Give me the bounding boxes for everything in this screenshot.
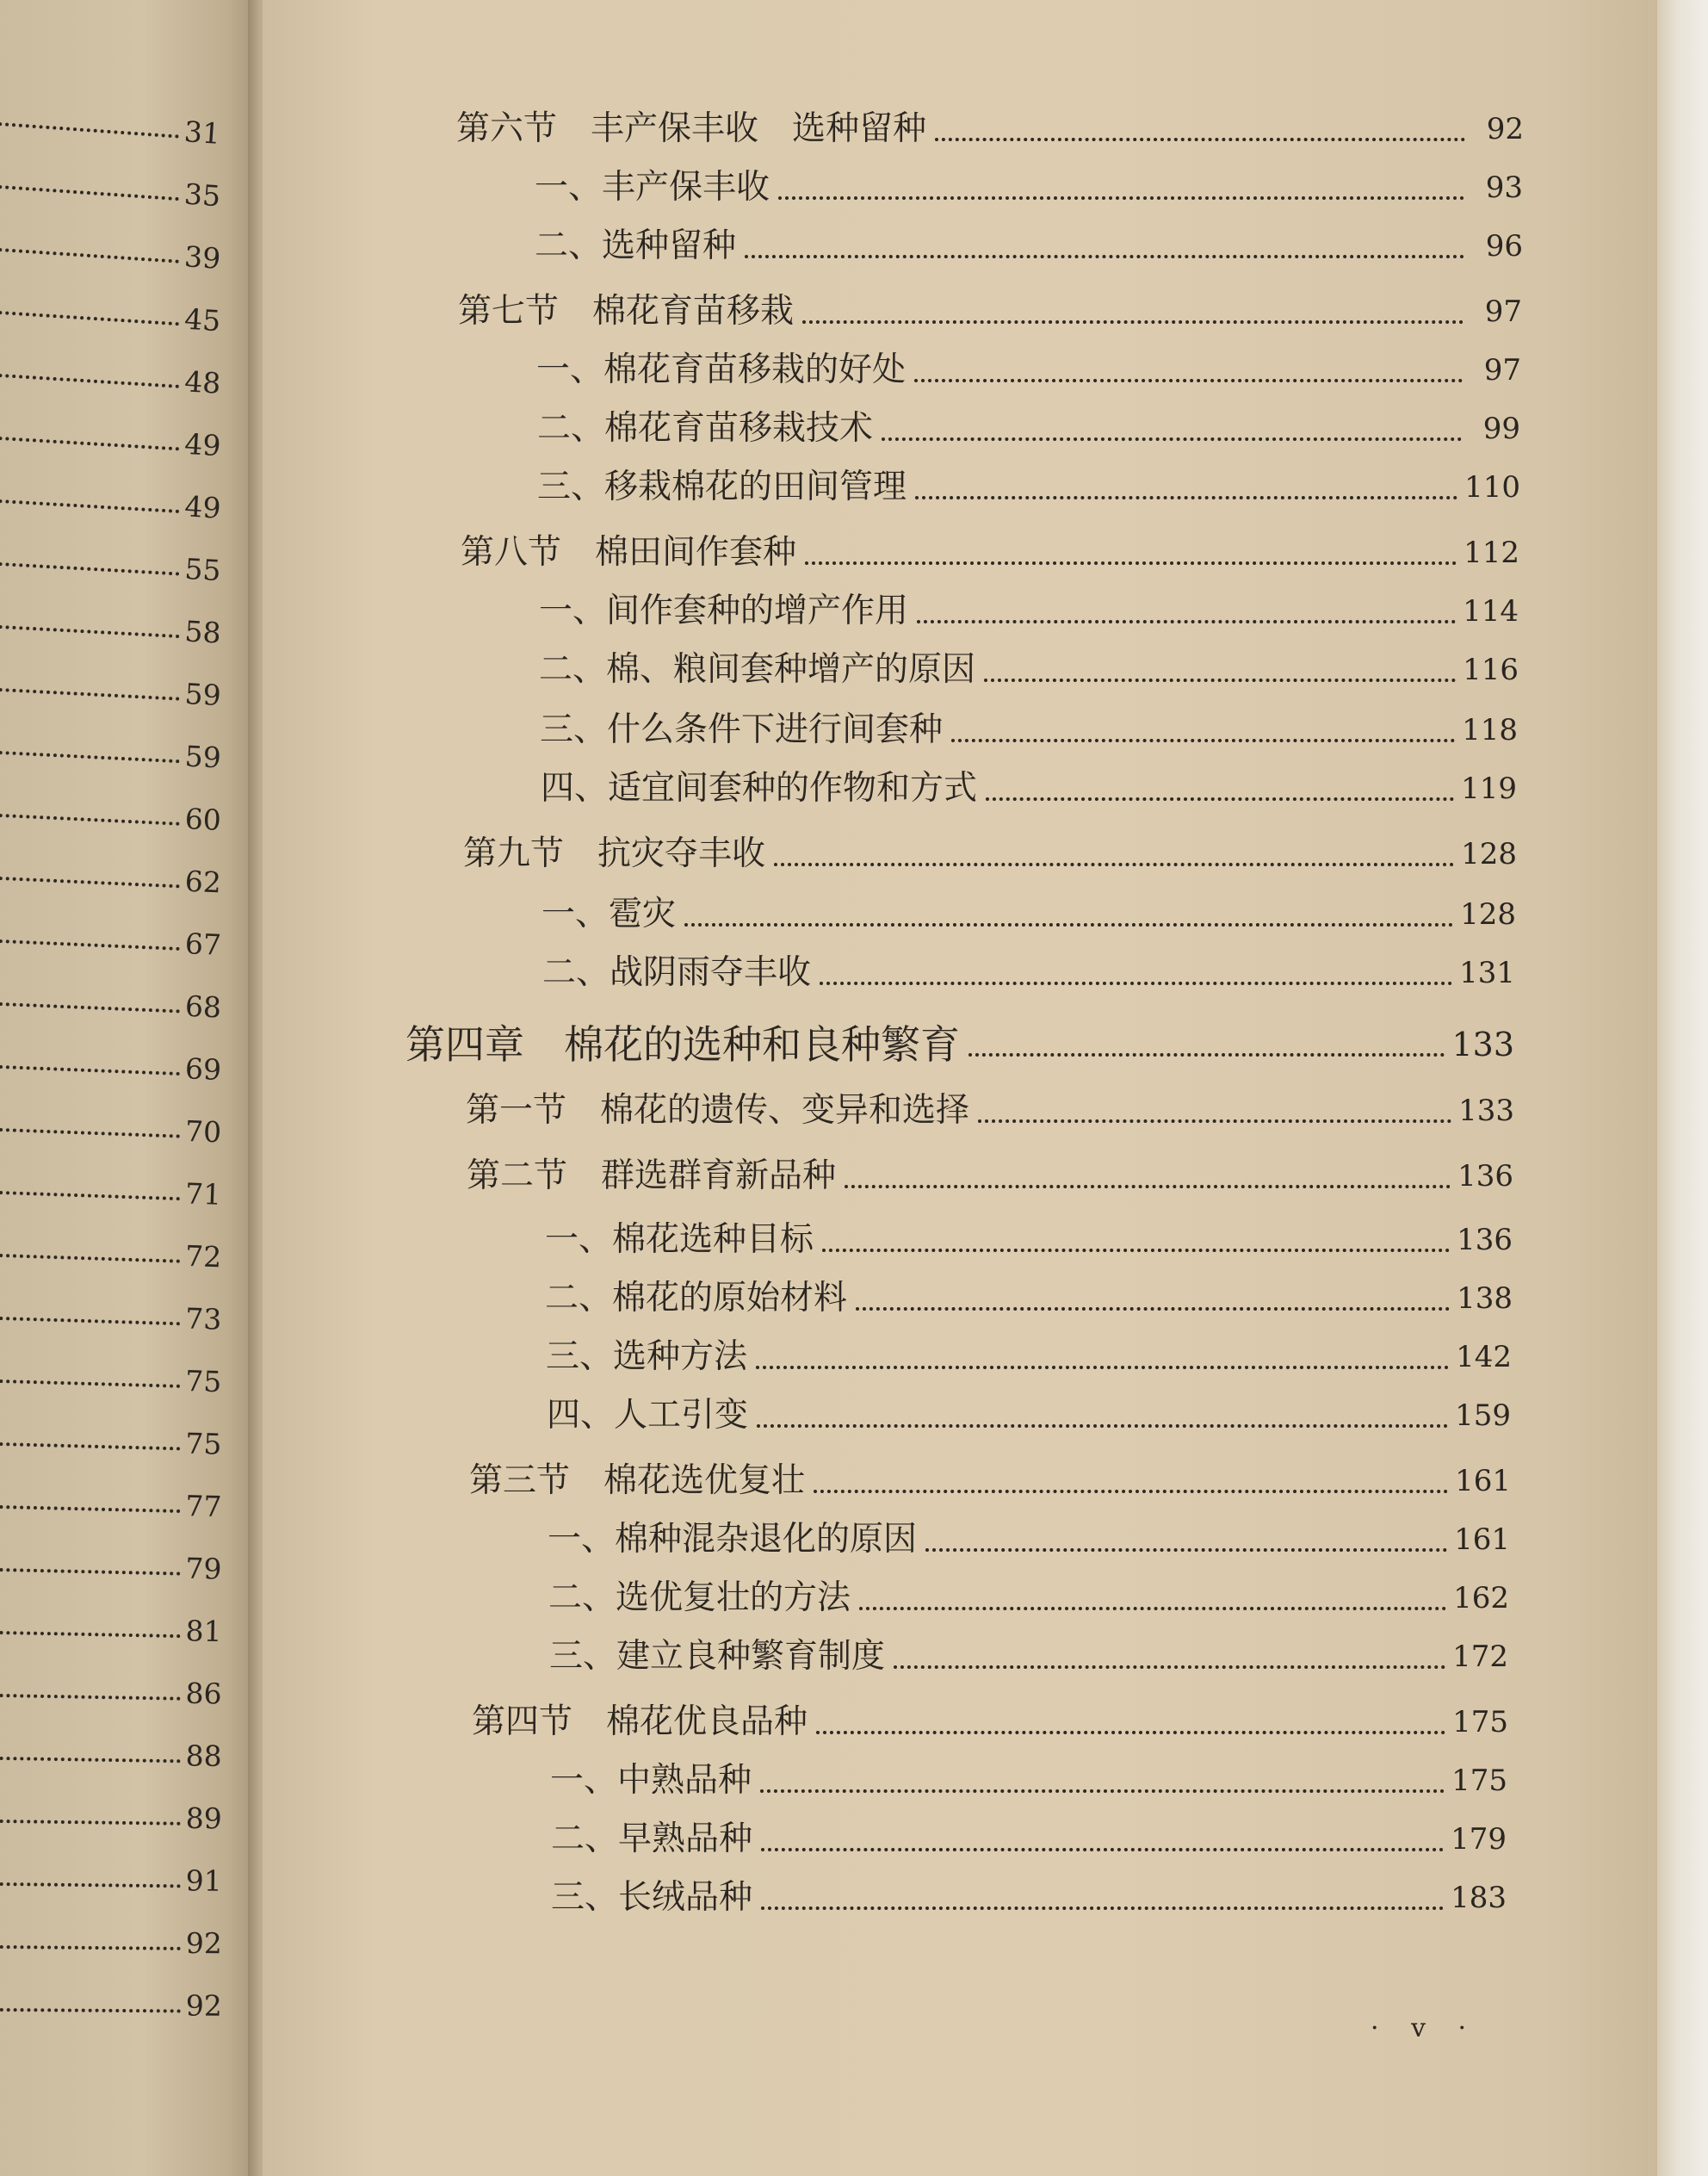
dot-leader: [917, 619, 1456, 623]
left-page-number: 60: [183, 802, 222, 838]
left-toc-row: [0, 1925, 232, 1969]
dot-leader: [0, 751, 180, 763]
toc-entry-title: 三、长绒品种: [551, 1878, 753, 1917]
left-toc-row: [0, 1736, 232, 1782]
left-toc-row: [0, 479, 232, 535]
toc-item-row: [551, 1813, 1507, 1865]
dot-leader: [802, 319, 1464, 324]
toc-section-row: [458, 286, 1522, 338]
left-toc-row: [0, 416, 232, 473]
toc-entry-title: 一、棉花选种目标: [545, 1220, 814, 1259]
toc-page-number: 179: [1451, 1822, 1507, 1857]
dot-leader: [968, 1052, 1445, 1057]
toc-entry-title: 二、战阴雨夺丰收: [542, 953, 812, 992]
toc-page-number: 99: [1482, 412, 1520, 446]
toc-section-row: [456, 103, 1524, 155]
toc-page-number: 118: [1462, 713, 1518, 747]
toc-section-row: [469, 1455, 1511, 1507]
left-page-number: 35: [183, 177, 222, 214]
left-page-number: 62: [184, 864, 222, 900]
toc-page-number: 142: [1456, 1340, 1512, 1374]
toc-entry-title: 二、选种留种: [535, 226, 737, 265]
left-page-number: 70: [184, 1113, 222, 1150]
toc-entry-title: 第三节 棉花选优复壮: [469, 1461, 806, 1500]
toc-entry-title: 二、棉、粮间套种增产的原因: [539, 650, 976, 689]
left-toc-row: [0, 542, 232, 598]
dot-leader: [0, 374, 179, 388]
toc-page-number: 93: [1485, 170, 1523, 205]
toc-item-row: [545, 1273, 1513, 1324]
toc-entry-title: 三、移栽棉花的田间管理: [537, 468, 907, 506]
toc-item-row: [551, 1872, 1507, 1924]
toc-section-row: [466, 1085, 1514, 1137]
toc-entry-title: 二、早熟品种: [551, 1820, 753, 1858]
dot-leader: [984, 678, 1456, 682]
toc-item-row: [548, 1514, 1510, 1565]
toc-entry-title: 一、中熟品种: [550, 1761, 752, 1800]
toc-item-row: [541, 763, 1517, 815]
toc-item-row: [546, 1331, 1512, 1383]
left-page-number: 88: [185, 1739, 222, 1773]
toc-page-number: 175: [1451, 1764, 1507, 1798]
toc-entry-title: 四、适宜间套种的作物和方式: [541, 769, 978, 808]
dot-leader: [935, 137, 1465, 141]
toc-page-number: 112: [1464, 536, 1519, 570]
dot-leader: [761, 1906, 1444, 1910]
dot-leader: [951, 738, 1455, 742]
toc-page-number: 97: [1484, 294, 1522, 329]
page-edge: [1657, 0, 1708, 2176]
dot-leader: [805, 561, 1457, 565]
dot-leader: [778, 195, 1464, 200]
left-toc-row: [0, 667, 232, 722]
left-toc-row: [0, 1170, 232, 1221]
page-number-roman: · v ·: [1371, 2013, 1479, 2043]
toc-page-number: 136: [1457, 1159, 1513, 1193]
dot-leader: [0, 1757, 181, 1763]
toc-page-number: 159: [1455, 1398, 1511, 1433]
toc-page-number: 172: [1452, 1640, 1508, 1674]
left-toc-row: [0, 353, 232, 410]
toc-section-row: [463, 828, 1517, 880]
left-toc-row: [0, 1233, 232, 1284]
left-toc-row: [0, 164, 232, 223]
toc-entry-title: 一、棉花育苗移栽的好处: [536, 350, 907, 389]
dot-leader: [0, 1065, 180, 1076]
toc-item-row: [536, 344, 1521, 396]
left-page-number: 86: [185, 1676, 222, 1711]
toc-entry-title: 第四节 棉花优良品种: [472, 1702, 808, 1741]
toc-entry-title: 第八节 棉田间作套种: [461, 533, 797, 572]
dot-leader: [0, 2008, 181, 2012]
dot-leader: [882, 437, 1462, 441]
toc-item-row: [548, 1572, 1509, 1624]
toc-entry-title: 二、棉花的原始材料: [545, 1279, 848, 1317]
toc-page-number: 97: [1483, 353, 1521, 387]
toc-page-number: 114: [1463, 594, 1519, 629]
dot-leader: [0, 1505, 180, 1513]
dot-leader: [845, 1184, 1451, 1188]
toc-page-number: 133: [1458, 1094, 1514, 1128]
left-toc-row: [0, 1610, 232, 1658]
left-page-number: 68: [184, 989, 222, 1025]
left-toc-row: [0, 982, 232, 1034]
toc-item-row: [545, 1214, 1513, 1266]
left-toc-row: [0, 227, 232, 286]
toc-entry-title: 三、建立良种繁育制度: [549, 1637, 886, 1676]
left-toc-row: [0, 1107, 232, 1159]
toc-section-row: [467, 1150, 1513, 1202]
toc-entry-title: 三、选种方法: [546, 1337, 748, 1376]
toc-entry-title: 二、选优复壮的方法: [548, 1578, 851, 1617]
toc-entry-title: 三、什么条件下进行间套种: [540, 710, 944, 749]
toc-entry-title: 第七节 棉花育苗移栽: [458, 292, 795, 331]
left-toc-row: [0, 1485, 232, 1533]
toc-page-number: 133: [1451, 1026, 1514, 1063]
left-page-number: 48: [183, 364, 222, 400]
left-toc-row: [0, 1359, 232, 1409]
toc-section-row: [472, 1696, 1508, 1748]
left-toc-row: [0, 102, 232, 161]
dot-leader: [859, 1606, 1446, 1610]
left-page-number: 91: [185, 1863, 222, 1898]
dot-leader: [816, 1730, 1445, 1734]
left-page-number: 58: [183, 614, 222, 650]
toc-page-number: 175: [1452, 1705, 1508, 1739]
left-page-number: 81: [185, 1614, 222, 1649]
dot-leader: [0, 1694, 181, 1701]
dot-leader: [684, 922, 1453, 927]
toc-item-row: [550, 1755, 1507, 1807]
left-page-number: 92: [185, 1925, 222, 1961]
left-toc-row: [0, 1547, 232, 1596]
toc-item-row: [541, 889, 1516, 940]
toc-page-number: 131: [1459, 956, 1515, 990]
toc-item-row: [535, 220, 1523, 272]
dot-leader: [0, 1945, 181, 1950]
left-page-number: 72: [184, 1238, 222, 1274]
left-toc-row: [0, 1862, 232, 1907]
left-toc-row: [0, 1045, 232, 1096]
dot-leader: [0, 499, 179, 513]
dot-leader: [774, 862, 1454, 866]
left-toc-row: [0, 1296, 232, 1346]
toc-page-number: 92: [1486, 112, 1524, 146]
toc-entry-title: 一、丰产保丰收: [535, 168, 770, 207]
dot-leader: [0, 688, 180, 701]
left-page-number: 49: [183, 426, 222, 463]
toc-page-number: 161: [1455, 1464, 1511, 1498]
left-page-number: 73: [184, 1301, 222, 1336]
toc-entry-title: 第四章 棉花的选种和良种繁育: [405, 1021, 960, 1068]
toc-entry-title: 二、棉花育苗移栽技术: [537, 409, 874, 448]
dot-leader: [0, 185, 179, 201]
toc-page-number: 128: [1460, 897, 1516, 932]
left-page-number: 89: [185, 1801, 222, 1836]
dot-leader: [760, 1789, 1445, 1793]
left-page-number: 67: [184, 927, 222, 962]
left-page-number: 79: [185, 1551, 222, 1586]
toc-entry-title: 第九节 抗灾夺丰收: [463, 834, 766, 873]
dot-leader: [0, 1191, 180, 1200]
left-page: [0, 0, 258, 2176]
dot-leader: [894, 1665, 1445, 1669]
dot-leader: [0, 1882, 181, 1888]
left-page-number: 71: [184, 1176, 222, 1212]
dot-leader: [814, 1489, 1448, 1493]
dot-leader: [0, 1442, 180, 1450]
dot-leader: [756, 1365, 1449, 1369]
dot-leader: [0, 1631, 180, 1638]
dot-leader: [978, 1119, 1451, 1123]
left-toc-row: [0, 1987, 232, 2032]
dot-leader: [856, 1306, 1450, 1311]
left-toc-row: [0, 290, 232, 348]
dot-leader: [0, 1254, 180, 1263]
toc-page-number: 183: [1451, 1881, 1507, 1915]
dot-leader: [0, 1317, 180, 1325]
dot-leader: [0, 1379, 180, 1388]
toc-item-row: [542, 947, 1515, 999]
toc-page-number: 110: [1464, 470, 1520, 505]
toc-entry-title: 一、间作套种的增产作用: [539, 592, 909, 630]
toc-page-number: 136: [1457, 1223, 1513, 1257]
toc-item-row: [537, 462, 1520, 513]
dot-leader: [0, 1820, 181, 1826]
dot-leader: [822, 1248, 1450, 1252]
left-toc-row: [0, 1422, 232, 1471]
toc-section-row: [461, 527, 1519, 579]
left-toc-row: [0, 1673, 232, 1720]
toc-item-row: [539, 644, 1519, 696]
toc-page-number: 128: [1461, 837, 1517, 871]
dot-leader: [0, 877, 180, 888]
left-page-number: 59: [183, 677, 222, 713]
dot-leader: [761, 1847, 1444, 1851]
dot-leader: [0, 814, 180, 826]
left-page-number: 75: [184, 1426, 222, 1461]
dot-leader: [745, 254, 1464, 258]
toc-entry-title: 四、人工引变: [547, 1396, 749, 1435]
toc-item-row: [537, 403, 1520, 455]
toc-page-number: 161: [1454, 1522, 1510, 1557]
left-page-number: 39: [183, 239, 222, 276]
left-toc-row: [0, 604, 232, 660]
left-page-number: 59: [183, 739, 222, 775]
dot-leader: [914, 378, 1463, 382]
toc-item-row: [540, 704, 1518, 756]
dot-leader: [0, 625, 179, 638]
dot-leader: [757, 1423, 1448, 1428]
toc-entry-title: 第六节 丰产保丰收 选种留种: [456, 109, 927, 148]
left-page-number: 55: [183, 551, 222, 588]
toc-entry-title: 一、雹灾: [541, 895, 677, 933]
toc-item-row: [539, 586, 1519, 637]
left-page-number: 49: [183, 489, 222, 525]
left-page-number: 69: [184, 1051, 222, 1087]
dot-leader: [986, 797, 1454, 801]
dot-leader: [0, 122, 179, 139]
dot-leader: [820, 981, 1452, 985]
dot-leader: [0, 1568, 180, 1576]
left-toc-row: [0, 793, 232, 847]
toc-page-number: 138: [1457, 1281, 1513, 1316]
toc-item-row: [549, 1631, 1508, 1683]
left-toc-row: [0, 856, 232, 909]
dot-leader: [0, 939, 180, 951]
toc-entry-title: 第一节 棉花的遗传、变异和选择: [466, 1091, 970, 1130]
toc-page-number: 162: [1453, 1581, 1509, 1615]
left-page-number: 92: [185, 1988, 222, 2023]
dot-leader: [0, 248, 179, 263]
left-page-number: 77: [185, 1489, 222, 1524]
dot-leader: [0, 1128, 180, 1138]
dot-leader: [925, 1547, 1447, 1552]
left-toc-row: [0, 1799, 232, 1845]
toc-chapter-row: [405, 1019, 1514, 1070]
dot-leader: [0, 562, 179, 576]
toc-item-row: [547, 1390, 1511, 1441]
dot-leader: [915, 495, 1457, 499]
dot-leader: [0, 311, 179, 325]
left-page-number: 31: [183, 115, 222, 151]
dot-leader: [0, 1002, 180, 1013]
toc-entry-title: 第二节 群选群育新品种: [467, 1156, 837, 1195]
toc-page-number: 96: [1485, 229, 1523, 263]
toc-page-number: 119: [1461, 772, 1517, 806]
left-page-number: 45: [183, 301, 222, 338]
left-toc-row: [0, 919, 232, 971]
left-toc-row: [0, 730, 232, 784]
toc-page-number: 116: [1463, 653, 1519, 687]
toc-entry-title: 一、棉种混杂退化的原因: [548, 1520, 918, 1559]
toc-item-row: [535, 162, 1523, 214]
dot-leader: [0, 437, 179, 450]
left-page-number: 75: [184, 1364, 222, 1399]
